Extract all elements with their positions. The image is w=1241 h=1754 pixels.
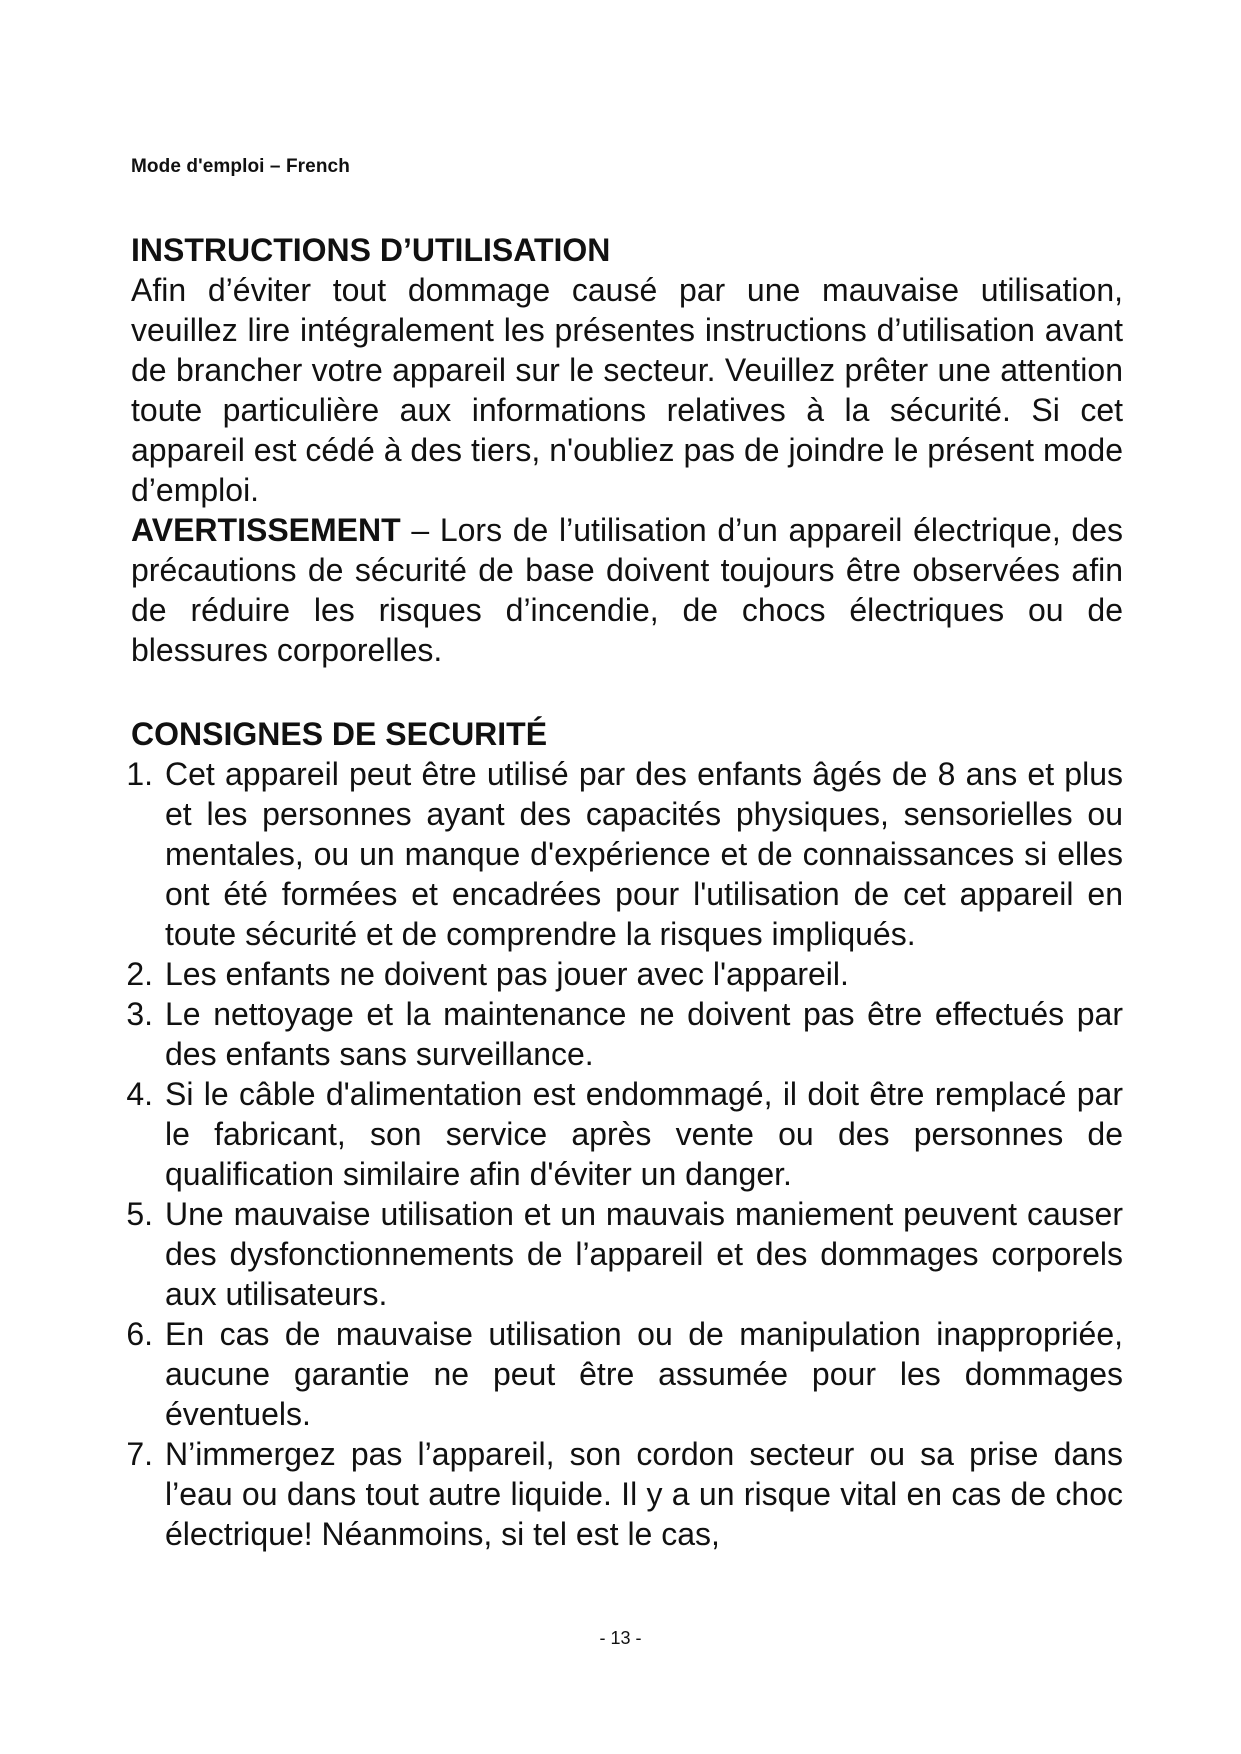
list-item-number: 1. [126, 756, 153, 792]
list-item [126, 954, 1123, 994]
list-item [126, 1314, 1123, 1434]
list-item [126, 1434, 1123, 1554]
running-header: Mode d'emploi – French [131, 156, 350, 177]
list-item-number: 3. [126, 996, 153, 1032]
list-item [126, 1074, 1123, 1194]
list-item [126, 994, 1123, 1074]
list-item [126, 1194, 1123, 1314]
list-item-number: 5. [126, 1196, 153, 1232]
instructions-paragraph: Afin d’éviter tout dommage causé par une mauvaise utilisation, veuillez lire intégralement les présentes instructions d’utilisation avant de brancher votre appareil sur le secteur. Veuillez prêter une attention toute particulière aux informations relatives à la sécurité. Si cet appareil est cédé à des tiers, n'oubliez pas de joindre le présent mode d’emploi. [131, 272, 1123, 508]
warning-lead: AVERTISSEMENT [131, 512, 401, 548]
list-item-text: En cas de mauvaise utilisation ou de manipulation inappropriée, aucune garantie ne peut être assumée pour les dommages éventuels. [165, 1316, 1123, 1432]
list-item-text: Le nettoyage et la maintenance ne doivent pas être effectués par des enfants sans surveillance. [165, 996, 1123, 1072]
section-spacer [131, 670, 1123, 714]
instructions-title: INSTRUCTIONS D’UTILISATION [131, 232, 611, 268]
list-item-text: Cet appareil peut être utilisé par des enfants âgés de 8 ans et plus et les personnes ayant des capacités physiques, sensorielles ou mentales, ou un manque d'expérience et de connaissances si elles ont été formées et encadrées pour l'utilisation de cet appareil en toute sécurité et de comprendre la risques impliqués. [165, 756, 1123, 952]
warning-text: – Lors de l’utilisation d’un appareil électrique, des précautions de sécurité de base doivent toujours être observées afin de réduire les risques d’incendie, de chocs électriques ou de blessures corporelles. [131, 512, 1123, 668]
list-item-number: 7. [126, 1436, 153, 1472]
list-item-text: N’immergez pas l’appareil, son cordon secteur ou sa prise dans l’eau ou dans tout autre liquide. Il y a un risque vital en cas de choc électrique! Néanmoins, si tel est le cas, [165, 1436, 1123, 1552]
warning-paragraph [131, 510, 1123, 670]
page-number: - 13 - [599, 1628, 642, 1648]
list-item-text: Une mauvaise utilisation et un mauvais maniement peuvent causer des dysfonctionnements de l’appareil et des dommages corporels aux utilisateurs. [165, 1196, 1123, 1312]
list-item-number: 6. [126, 1316, 153, 1352]
list-item [126, 754, 1123, 954]
list-item-number: 4. [126, 1076, 153, 1112]
list-item-number: 2. [126, 956, 153, 992]
page-content [126, 230, 1123, 1554]
safety-title: CONSIGNES DE SECURITÉ [131, 716, 548, 752]
list-item-text: Si le câble d'alimentation est endommagé, il doit être remplacé par le fabricant, son service après vente ou des personnes de qualification similaire afin d'éviter un danger. [165, 1076, 1123, 1192]
safety-list [126, 754, 1123, 1554]
list-item-text: Les enfants ne doivent pas jouer avec l'appareil. [165, 956, 849, 992]
